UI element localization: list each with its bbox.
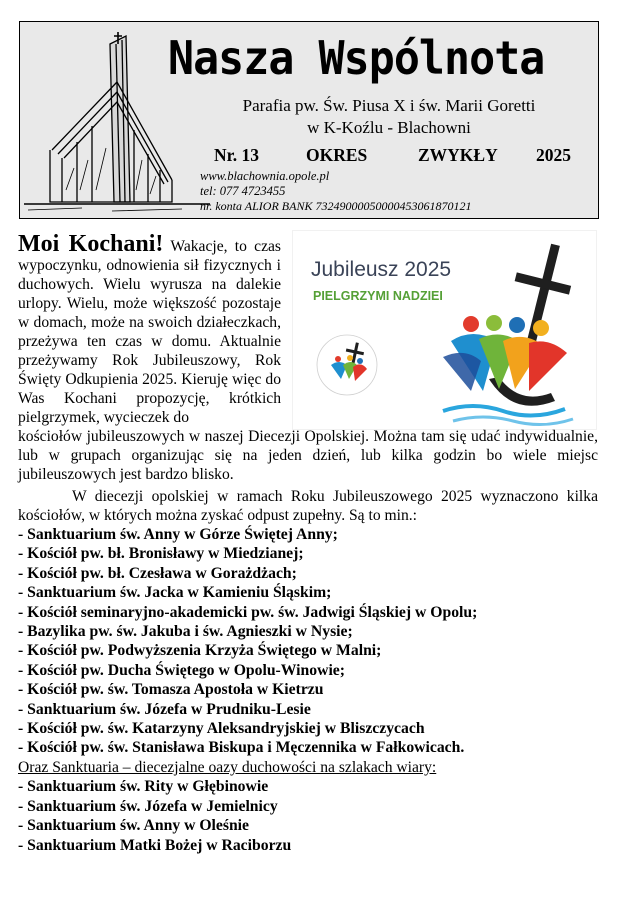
list-item: - Kościół pw. Podwyższenia Krzyża Świętego w Malni; — [18, 642, 382, 660]
list-item: - Sanktuarium św. Józefa w Jemielnicy — [18, 797, 278, 815]
list-item: - Kościół pw. Ducha Świętego w Opolu-Winowie; — [18, 661, 345, 679]
jubilee-subtitle: PIELGRZYMI NADZIEI — [313, 289, 443, 303]
sanctuaries-heading: Oraz Sanktuaria – diecezjalne oazy duchowości na szlakach wiary: — [18, 758, 437, 776]
intro-continuation: kościołów jubileuszowych w naszej Diecezji Opolskiej. Można tam się udać indywidualnie, lub w grupach organizując się na jeden dzień, lub kilka godzin bo wiele miejsc jubileuszowych jest bardzo blisko. — [18, 428, 598, 483]
period-word2: ZWYKŁY — [418, 145, 498, 165]
bank-account: nr. konta ALIOR BANK 73249000050000453061870121 — [200, 199, 472, 213]
list-item: - Kościół seminaryjno-akademicki pw. św. Jadwigi Śląskiej w Opolu; — [18, 603, 478, 621]
newsletter-header — [19, 21, 599, 219]
parish-name: Parafia pw. Św. Piusa X i św. Marii Goretti — [242, 96, 536, 115]
list-item: - Sanktuarium Matki Bożej w Raciborzu — [18, 836, 292, 854]
sanctuaries-list — [18, 777, 598, 855]
issue-number: Nr. 13 — [214, 145, 260, 165]
issue-line — [214, 145, 571, 166]
diocese-paragraph: W diecezji opolskiej w ramach Roku Jubileuszowego 2025 wyznaczono kilka kościołów, w których można zyskać odpust zupełny. Są to min.: — [18, 488, 598, 524]
list-item: - Sanktuarium św. Rity w Głębinowie — [18, 778, 269, 796]
period-word1: OKRES — [306, 145, 368, 165]
jubilee-title: Jubileusz 2025 — [311, 258, 452, 281]
phone-number: tel: 077 4723455 — [200, 184, 286, 198]
website-link[interactable]: www.blachownia.opole.pl — [200, 169, 330, 183]
list-item: - Kościół pw. św. Tomasza Apostoła w Kietrzu — [18, 681, 324, 699]
list-item: - Kościół pw. św. Stanisława Biskupa i Męczennika w Fałkowicach. — [18, 739, 465, 757]
list-item: - Sanktuarium św. Jacka w Kamieniu Śląskim; — [18, 584, 332, 602]
intro-paragraph — [18, 232, 281, 427]
list-item: - Kościół pw. bł. Czesława w Gorażdżach; — [18, 564, 297, 582]
issue-year: 2025 — [536, 145, 571, 165]
intro-text: Wakacje, to czas wypoczynku, odnowienia sił fizycznych i duchowych. Wielu wyrusza na dalekie urlopy. Wielu, może większość pozostaje w domach, może na swoich działeczkach, przeżywa ten czas w domu. Aktualnie przeżywamy Rok Jubileuszowy, Rok Święty Odkupienia 2025. Kieruję więc do Was Kochani propozycję, krótkich pielgrzymek, wycieczek do — [18, 238, 281, 426]
list-item: - Sanktuarium św. Anny w Górze Świętej Anny; — [18, 526, 338, 543]
list-item: - Kościół pw. św. Katarzyny Aleksandryjskiej w Bliszczycach — [18, 720, 425, 738]
parish-location: w K-Koźlu - Blachowni — [307, 118, 471, 137]
list-item: - Sanktuarium św. Józefa w Prudniku-Lesie — [18, 700, 311, 718]
list-item: - Bazylika pw. św. Jakuba i św. Agnieszki w Nysie; — [18, 623, 353, 641]
newsletter-title: Nasza Wspólnota — [168, 31, 545, 85]
jubilee-churches-list — [18, 525, 598, 758]
letter-body — [18, 232, 598, 855]
greeting: Moi Kochani! — [18, 231, 164, 257]
list-item: - Kościół pw. bł. Bronisławy w Miedzianej; — [18, 545, 304, 563]
list-item: - Sanktuarium św. Anny w Oleśnie — [18, 817, 250, 835]
